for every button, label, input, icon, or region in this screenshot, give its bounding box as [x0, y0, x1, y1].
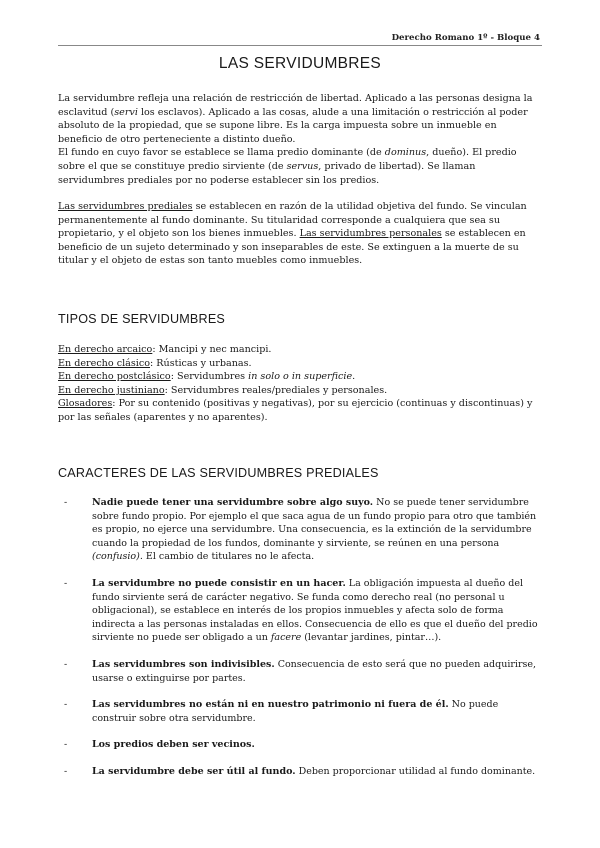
intro-paragraph-1: La servidumbre refleja una relación de restricción de libertad. Aplicado a las personas designa la esclavitud (servi los esclavos). Aplicado a las cosas, alude a una limitación o restricción al poder absoluto de la propiedad, que se supone libre. Es la carga impuesta sobre un inmueble en beneficio de otro perteneciente a distinto dueño. [58, 93, 533, 145]
bullet-dash: - [64, 497, 68, 508]
page-title: LAS SERVIDUMBRES [218, 55, 382, 72]
bullet-dash: - [64, 765, 68, 777]
personales-term: Las servidumbres personales [299, 228, 442, 240]
caracteres-heading: CARACTERES DE LAS SERVIDUMBRES PREDIALES [58, 466, 379, 480]
list-item: - Nadie puede tener una servidumbre sobre algo suyo. No se puede tener servidumbre sobre fundo propio. Por ejemplo el que saca agua de un fundo propio para otro que también es propio, no ejerce una servidumbre. Una consecuencia, es la extinción de la servidumbre cuando la propiedad de los fundos, dominante y sirviente, se reúnen en una persona (confusio). El cambio de titulares no le afecta. [64, 497, 537, 563]
tipos-list [58, 343, 540, 425]
list-item: - Las servidumbres son indivisibles. Consecuencia de esto será que no pueden adquirirse, usarse o extinguirse por partes. [64, 658, 537, 684]
list-item: - Las servidumbres no están ni en nuestro patrimonio ni fuera de él. No puede construir sobre otra servidumbre. [64, 699, 499, 724]
tipos-row: En derecho clásico: Rústicas y urbanas. [58, 357, 252, 369]
running-header: Derecho Romano 1º - Bloque 4 [391, 33, 540, 43]
intro-section [58, 92, 540, 187]
caracteres-list [58, 496, 540, 779]
header-rule [58, 45, 542, 46]
tipos-row: En derecho postclásico: Servidumbres in solo o in superficie. [58, 371, 356, 383]
tipos-heading: TIPOS DE SERVIDUMBRES [58, 312, 226, 326]
intro-paragraph-2: El fundo en cuyo favor se establece se llama predio dominante (de dominus, dueño). El predio sobre el que se constituye predio sirviente (de servus, privado de libertad). Se llaman servidumbres prediales por no poderse establecer sin los predios. [58, 147, 517, 186]
tipos-row: En derecho justiniano: Servidumbres reales/prediales y personales. [58, 384, 388, 396]
list-item: - La servidumbre no puede consistir en un hacer. La obligación impuesta al dueño del fundo sirviente será de carácter negativo. Se funda como derecho real (no personal u obligacional), se establece en interés de los propios inmuebles y afecta solo de forma indirecta a las personas instaladas en ellos. Consecuencia de ello es que el dueño del predio sirviente no puede ser obligado a un facere (levantar jardines, pintar…). [64, 577, 538, 644]
tipos-row: En derecho arcaico: Mancipi y nec mancipi. [58, 344, 272, 355]
bullet-dash: - [64, 699, 68, 711]
bullet-dash: - [64, 739, 68, 751]
tipos-row: Glosadores: Por su contenido (positivas y negativas), por su ejercicio (continuas y discontinuas) y por las señales (aparentes y no aparentes). [58, 398, 533, 423]
prediales-term: Las servidumbres prediales [58, 201, 193, 212]
bullet-dash: - [64, 577, 68, 589]
list-item: - La servidumbre debe ser útil al fundo. Deben proporcionar utilidad al fundo dominante. [64, 765, 536, 777]
list-item: - Los predios deben ser vecinos. [64, 739, 255, 751]
types-paragraph: Las servidumbres prediales se establecen en razón de la utilidad objetiva del fundo. Se vinculan permanentemente al fundo dominante. Su titularidad corresponde a cualquiera que sea su propietario, y el objeto son los bienes inmuebles. Las servidumbres personales se establecen en beneficio de un sujeto determinado y son inseparables de este. Se extinguen a la muerte de su titular y el objeto de estas son tanto muebles como inmuebles. [58, 201, 527, 267]
bullet-dash: - [64, 658, 68, 670]
